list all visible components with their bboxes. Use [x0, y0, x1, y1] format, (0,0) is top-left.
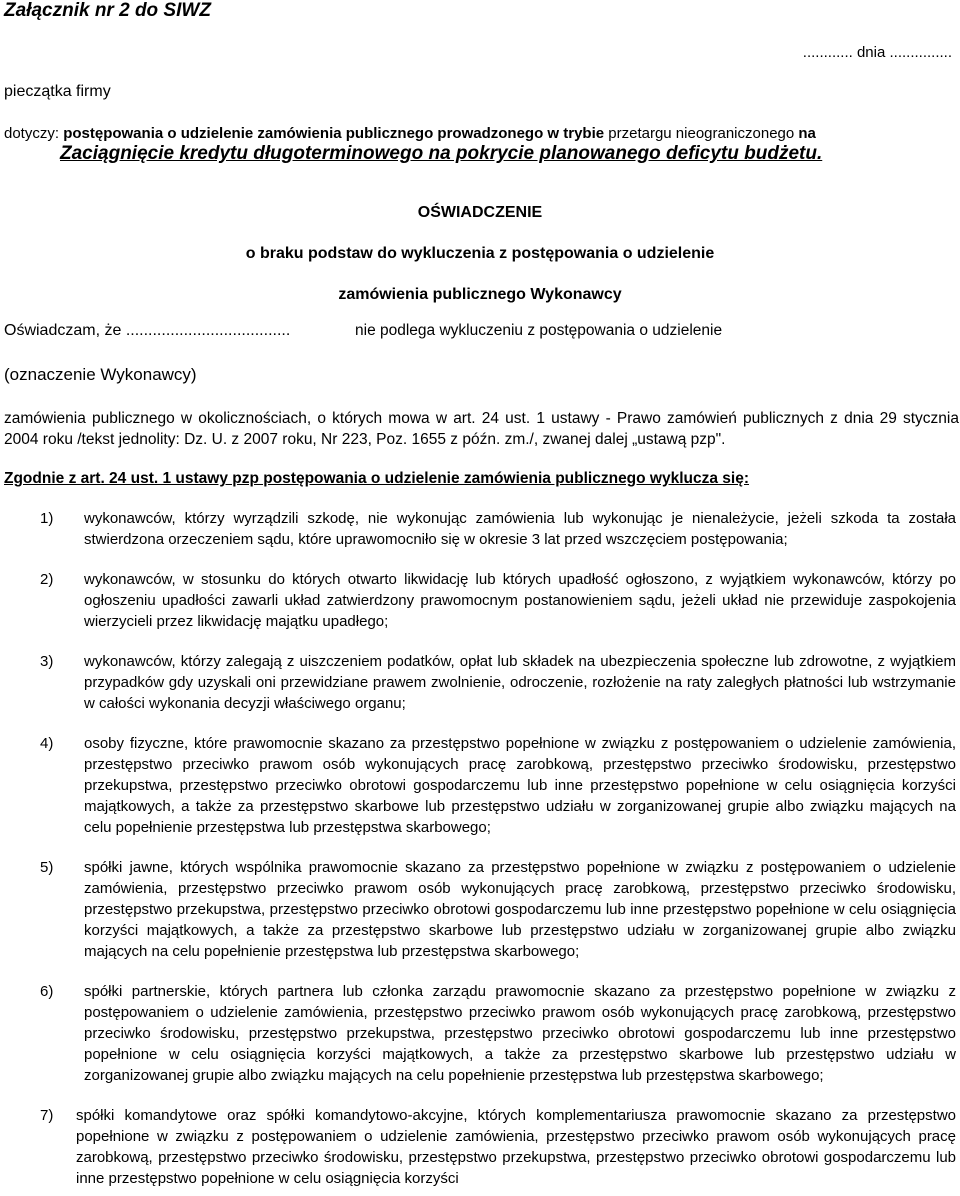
contractor-label: (oznaczenie Wykonawcy) [4, 365, 197, 384]
date-line: ............ dnia ............... [802, 44, 952, 61]
list-item-number: 2) [40, 571, 54, 588]
attachment-title: Załącznik nr 2 do SIWZ [4, 0, 211, 21]
contract-name: Zaciągnięcie kredytu długoterminowego na pokrycie planowanego deficytu budżetu. [60, 143, 823, 164]
legal-basis-paragraph: zamówienia publicznego w okolicznościach, o których mowa w art. 24 ust. 1 ustawy - Prawo zamówień publicznych z dnia 29 stycznia 2004 roku /tekst jednolity: Dz. U. z 2007 roku, Nr 223, Poz. 1655 z późn. zm./, zwanej dalej „ustawą pzp". [4, 410, 959, 448]
exclusion-intro: Zgodnie z art. 24 ust. 1 ustawy pzp postępowania o udzielenie zamówienia publicznego wyklucza się: [4, 470, 750, 487]
company-stamp-label: pieczątka firmy [4, 83, 111, 100]
declaration-heading: OŚWIADCZENIE [417, 204, 543, 221]
list-item-text: wykonawców, którzy zalegają z uiszczeniem podatków, opłat lub składek na ubezpieczenia społeczne lub zdrowotne, z wyjątkiem przypadków gdy uzyskali oni przewidziane prawem zwolnienie, odroczenie, rozłożenie na raty zaległych płatności lub wstrzymanie w całości wykonania decyzji właściwego organu; [84, 653, 956, 712]
subject-mode: przetargu nieograniczonego [604, 125, 799, 142]
list-item-text: spółki jawne, których wspólnika prawomocnie skazano za przestępstwo popełnione w związku z postępowaniem o udzielenie zamówienia, przestępstwo przeciwko prawom osób wykonujących pracę zarobkową, przestępstwo przeciwko środowisku, przestępstwo przekupstwa, przestępstwo przeciwko obrotowi gospodarczemu lub inne przestępstwo popełnione w celu osiągnięcia korzyści majątkowych, a także za przestępstwo skarbowe lub przestępstwo udziału w zorganizowanej grupie albo związku mających na celu popełnienie przestępstwa lub przestępstwa skarbowego; [84, 859, 956, 960]
list-item-number: 1) [40, 510, 54, 527]
list-item [0, 569, 960, 632]
declaration-subheading-1: o braku podstaw do wykluczenia z postępowania o udzielenie [245, 245, 715, 262]
list-item-text: spółki partnerskie, których partnera lub członka zarządu prawomocnie skazano za przestępstwo popełnione w związku z postępowaniem o udzielenie zamówienia, przestępstwo przeciwko prawom osób wykonujących pracę zarobkową, przestępstwo przeciwko środowisku, przestępstwo przekupstwa, przestępstwo przeciwko obrotowi gospodarczemu lub inne przestępstwo popełnione w celu osiągnięcia korzyści majątkowych, a także za przestępstwo skarbowe lub przestępstwo udziału w zorganizowanej grupie albo związku mających na celu popełnienie przestępstwa lub przestępstwa skarbowego; [84, 983, 956, 1084]
declaration-rest: nie podlega wykluczeniu z postępowania o udzielenie [355, 322, 723, 339]
list-item [0, 981, 960, 1086]
list-item-number: 7) [40, 1107, 54, 1124]
list-item-number: 6) [40, 983, 54, 1000]
list-item-number: 4) [40, 735, 54, 752]
subject-na: na [798, 125, 816, 142]
list-item-number: 5) [40, 859, 54, 876]
list-item-number: 3) [40, 653, 54, 670]
list-item [0, 857, 960, 962]
declaration-start: Oświadczam, że ..................................... [4, 322, 291, 339]
list-item-text: spółki komandytowe oraz spółki komandytowo-akcyjne, których komplementariusza prawomocnie skazano za przestępstwo popełnione w związku z postępowaniem o udzielenie zamówienia, przestępstwo przeciwko prawom osób wykonujących pracę zarobkową, przestępstwo przeciwko środowisku, przestępstwo przekupstwa, przestępstwo przeciwko obrotowi gospodarczemu lub inne przestępstwo popełnione w celu osiągnięcia korzyści [76, 1107, 956, 1187]
list-item [0, 651, 960, 714]
list-item [0, 508, 960, 550]
list-item-text: wykonawców, w stosunku do których otwarto likwidację lub których upadłość ogłoszono, z wyjątkiem wykonawców, którzy po ogłoszeniu upadłości zawarli układ zatwierdzony prawomocnym postanowieniem sądu, jeżeli układ nie przewiduje zaspokojenia wierzycieli przez likwidację majątku upadłego; [84, 571, 956, 630]
subject-prefix: dotyczy: [4, 125, 64, 142]
list-item-text: wykonawców, którzy wyrządzili szkodę, nie wykonując zamówienia lub wykonując je nienależycie, jeżeli szkoda ta została stwierdzona orzeczeniem sądu, które uprawomocniło się w okresie 3 lat przed wszczęciem postępowania; [84, 510, 956, 548]
list-item [0, 733, 960, 838]
list-item [0, 1105, 960, 1189]
declaration-subheading-2: zamówienia publicznego Wykonawcy [338, 286, 622, 303]
subject-procedure: postępowania o udzielenie zamówienia publicznego prowadzonego w trybie [63, 125, 605, 142]
exclusion-list [0, 508, 960, 1189]
subject-line [4, 124, 956, 144]
list-item-text: osoby fizyczne, które prawomocnie skazano za przestępstwo popełnione w związku z postępowaniem o udzielenie zamówienia, przestępstwo przeciwko prawom osób wykonujących pracę zarobkową, przestępstwo przeciwko środowisku, przestępstwo przekupstwa, przestępstwo przeciwko obrotowi gospodarczemu lub inne przestępstwo popełnione w celu osiągnięcia korzyści majątkowych, a także za przestępstwo skarbowe lub przestępstwo udziału w zorganizowanej grupie albo związku mających na celu popełnienie przestępstwa lub przestępstwa skarbowego; [84, 735, 956, 836]
